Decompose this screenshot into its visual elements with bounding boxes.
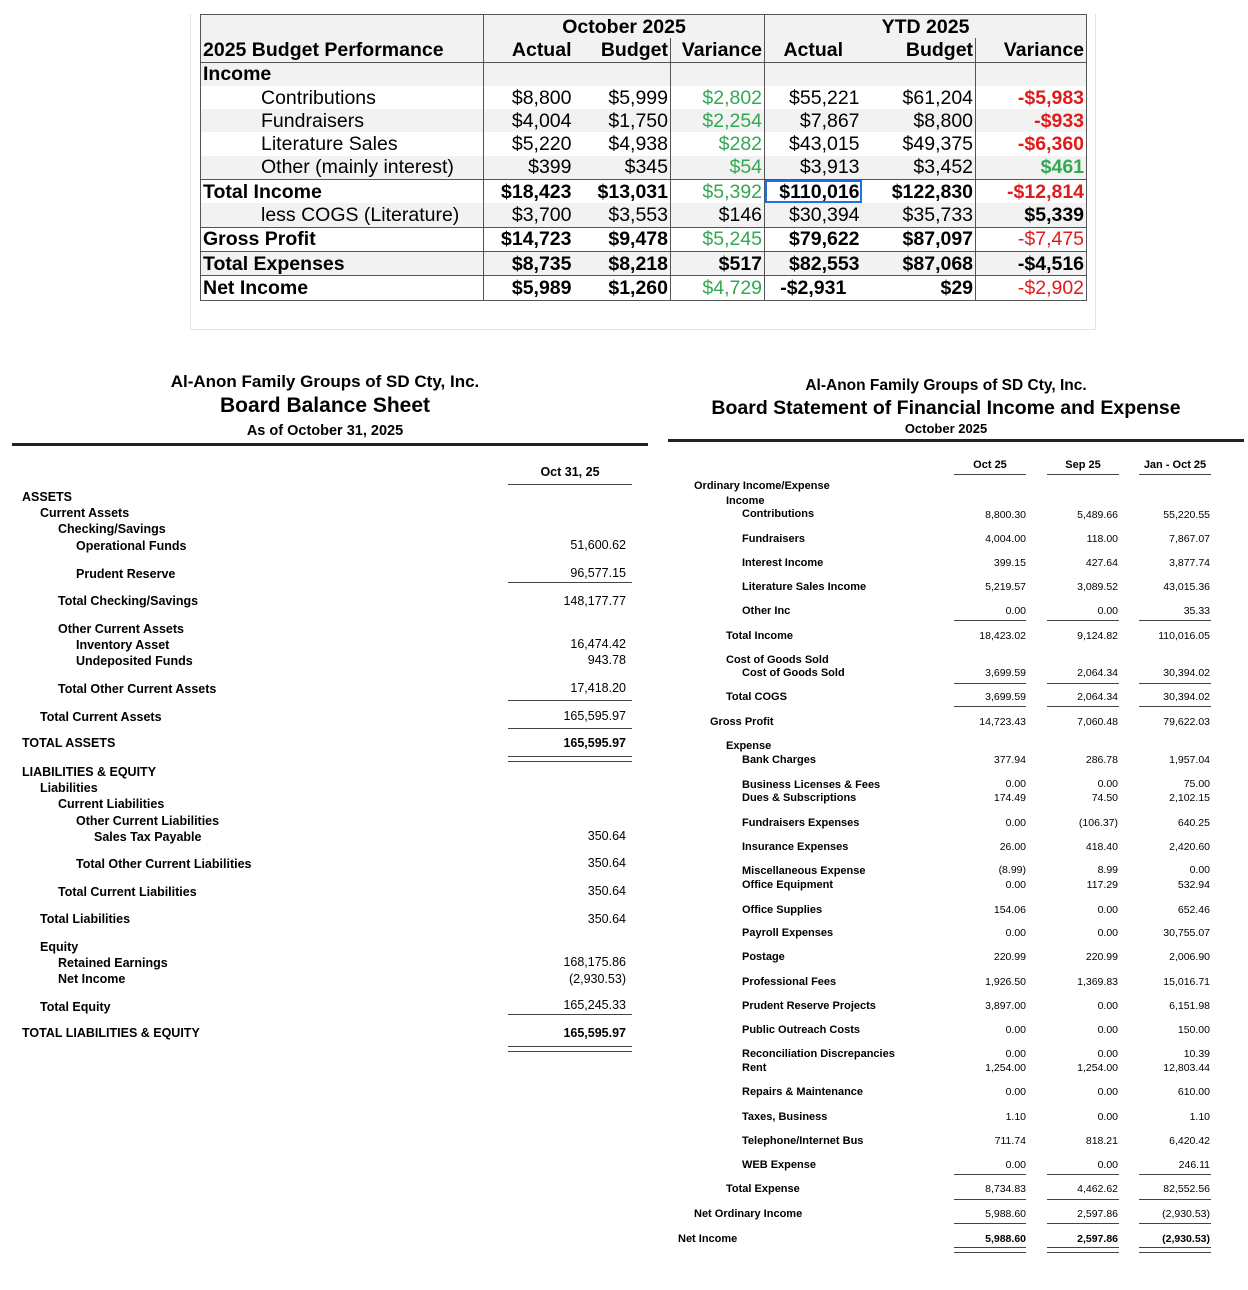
income-statement-line-label: Total Expense [726,1183,800,1195]
subtotal-underline [1139,1199,1211,1200]
income-statement-value: 0.00 [1005,605,1026,617]
income-statement-value: 30,755.07 [1163,927,1210,939]
total-double-underline [954,1247,1026,1253]
income-statement-value: 3,699.59 [985,667,1026,679]
income-statement-value: 150.00 [1177,1024,1210,1036]
row-label[interactable]: Contributions [201,86,484,109]
income-statement-value: 640.25 [1177,817,1210,829]
income-statement-value: 6,420.42 [1169,1135,1210,1147]
balance-sheet-line-label: Net Income [58,972,126,986]
balance-sheet-line-label: Operational Funds [76,539,187,553]
ytd-budget-cell[interactable]: $3,452 [862,156,976,180]
income-statement-value: 399.15 [993,557,1026,569]
income-statement-value: 711.74 [994,1135,1026,1147]
row-label[interactable]: Gross Profit [201,227,484,251]
income-statement-value: 4,462.62 [1077,1183,1118,1195]
report-date: October 2025 [904,421,988,436]
subtotal-underline [1139,706,1211,707]
column-header: Jan - Oct 25 [1143,459,1207,471]
variance-cell[interactable]: $5,392 [671,180,765,204]
income-statement-value: 118.00 [1086,533,1118,545]
subtotal-underline [1047,1174,1119,1175]
total-double-underline [1047,1247,1119,1253]
ytd-budget-cell[interactable]: $49,375 [862,132,976,155]
income-statement-value: 110,016.05 [1158,630,1210,642]
income-statement-value: 6,151.98 [1169,1000,1210,1012]
income-statement-value: 82,552.56 [1163,1183,1210,1195]
income-statement-line-label: Taxes, Business [742,1111,828,1123]
column-underline [1047,474,1119,475]
income-statement-value: 15,016.71 [1163,976,1210,988]
column-underline [954,474,1026,475]
income-statement-value: 0.00 [1005,1159,1026,1171]
balance-sheet-line-value: (2,930.53) [569,972,626,986]
income-statement-value: 0.00 [1097,927,1118,939]
income-statement-value: 79,622.03 [1163,716,1210,728]
income-statement-value: 5,988.60 [985,1208,1026,1220]
subtotal-underline [508,582,632,583]
income-statement-line-label: Prudent Reserve Projects [742,1000,876,1012]
row-label[interactable]: Literature Sales [201,132,484,155]
income-statement-value: 0.00 [1097,904,1118,916]
income-statement-value: 30,394.02 [1163,667,1210,679]
income-statement-value: 10.39 [1183,1048,1210,1060]
balance-sheet-line-value: 165,595.97 [563,1026,626,1040]
header-divider [668,439,1244,442]
income-statement-value: 220.99 [1085,951,1118,963]
col-header-ytd-budget[interactable]: Budget [862,38,976,62]
ytd-actual-cell[interactable]: $82,553 [765,251,862,275]
row-label[interactable]: Other (mainly interest) [201,156,484,180]
sheet-gridline [1095,14,1096,329]
income-statement-value: 154.06 [993,904,1026,916]
balance-sheet-line-value: 350.64 [587,829,626,843]
income-statement-value: 5,988.60 [985,1233,1026,1245]
row-label[interactable]: Total Income [201,180,484,204]
balance-sheet-line-label: Total Current Liabilities [58,885,197,899]
ytd-budget-cell[interactable]: $61,204 [862,86,976,109]
report-company: Al-Anon Family Groups of SD Cty, Inc. [805,377,1087,394]
income-statement-value: 2,102.15 [1169,792,1210,804]
total-double-underline [1139,1247,1211,1253]
ytd-budget-cell[interactable]: $35,733 [862,203,976,227]
income-statement-value: 8.99 [1097,864,1118,876]
balance-sheet-line-label: Total Checking/Savings [58,594,199,608]
income-statement-value: 220.99 [993,951,1026,963]
column-header: Sep 25 [1065,459,1101,471]
income-statement-value: 286.78 [1085,754,1118,766]
actual-cell[interactable]: $4,004 [484,109,574,132]
actual-cell[interactable]: $8,800 [484,86,574,109]
ytd-actual-cell[interactable]: $43,015 [765,132,862,155]
col-header-variance[interactable]: Variance [671,38,765,62]
variance-cell[interactable]: $282 [671,132,765,155]
income-statement-line-label: WEB Expense [742,1159,816,1171]
actual-cell[interactable]: $5,220 [484,132,574,155]
income-statement-value: 4,004.00 [985,533,1026,545]
income-statement-value: 0.00 [1097,1048,1118,1060]
balance-sheet-line-label: Total Equity [40,1000,111,1014]
income-statement-value: 1.10 [1005,1111,1026,1123]
subtotal-underline [954,1174,1026,1175]
ytd-variance-cell[interactable]: -$4,516 [976,251,1087,275]
budget-cell[interactable]: $1,750 [574,109,671,132]
income-statement-value: 3,699.59 [985,691,1026,703]
subtotal-underline [508,1014,632,1015]
balance-sheet-line-label: Undeposited Funds [76,654,193,668]
cell[interactable] [201,15,484,39]
income-statement-line-label: Bank Charges [742,754,816,766]
income-statement-line-label: Reconciliation Discrepancies [742,1048,895,1060]
income-statement-value: 43,015.36 [1163,581,1210,593]
income-statement-value: 0.00 [1005,817,1026,829]
balance-sheet-line-value: 943.78 [587,653,626,667]
income-statement-value: 2,064.34 [1077,667,1118,679]
balance-sheet-line-value: 148,177.77 [563,594,626,608]
balance-sheet-line-label: Liabilities [40,781,98,795]
income-statement-line-label: Net Income [678,1233,738,1245]
balance-sheet-line-label: TOTAL ASSETS [22,736,116,750]
subtotal-underline [1047,683,1119,684]
income-statement-value: 7,867.07 [1169,533,1210,545]
income-statement-line-label: Contributions [742,508,815,520]
subtotal-underline [954,683,1026,684]
group-header-ytd[interactable]: YTD 2025 [765,15,1087,39]
table-title-cell[interactable]: 2025 Budget Performance [201,38,484,62]
balance-sheet-line-label: Other Current Assets [58,622,184,636]
col-header-ytd-actual[interactable]: Actual [765,38,862,62]
balance-sheet-line-value: 168,175.86 [563,955,626,969]
ytd-actual-cell[interactable]: $3,913 [765,156,862,180]
variance-cell[interactable]: $146 [671,203,765,227]
income-statement-line-label: Insurance Expenses [742,841,849,853]
actual-cell[interactable]: $14,723 [484,227,574,251]
subtotal-underline [954,1223,1026,1224]
subtotal-underline [954,706,1026,707]
income-statement-line-label: Gross Profit [710,716,774,728]
income-statement-value: 9,124.82 [1077,630,1118,642]
balance-sheet-line-label: ASSETS [22,490,73,504]
balance-sheet-line-value: 17,418.20 [570,681,626,695]
income-statement-value: 1.10 [1189,1111,1210,1123]
income-statement-value: 5,489.66 [1077,509,1118,521]
ytd-variance-cell[interactable]: -$6,360 [976,132,1087,155]
income-statement-value: 2,597.86 [1077,1208,1118,1220]
report-date: As of October 31, 2025 [246,423,404,439]
balance-sheet-line-label: Total Other Current Assets [58,682,217,696]
variance-cell[interactable]: $2,802 [671,86,765,109]
ytd-budget-cell[interactable]: $122,830 [862,180,976,204]
balance-sheet-line-label: Retained Earnings [58,956,168,970]
income-statement-value: (2,930.53) [1162,1233,1210,1245]
ytd-actual-cell[interactable]: $79,622 [765,227,862,251]
income-statement-line-label: Total COGS [726,691,787,703]
income-statement-value: 0.00 [1097,1111,1118,1123]
variance-cell[interactable]: $5,245 [671,227,765,251]
column-header: Oct 25 [973,459,1007,471]
income-statement-value: 74.50 [1091,792,1118,804]
income-statement-value: 3,897.00 [985,1000,1026,1012]
ytd-actual-cell[interactable]: -$2,931 [765,276,862,300]
income-statement-value: 0.00 [1005,927,1026,939]
subtotal-underline [1139,1174,1211,1175]
income-statement-value: 3,089.52 [1077,581,1118,593]
budget-cell[interactable]: $3,553 [574,203,671,227]
income-statement-value: 1,254.00 [1077,1062,1118,1074]
row-label[interactable]: Net Income [201,276,484,300]
income-statement-value: 26.00 [999,841,1026,853]
balance-sheet-line-label: Inventory Asset [76,638,170,652]
income-statement-value: 418.40 [1085,841,1118,853]
balance-sheet-line-value: 165,595.97 [563,736,626,750]
balance-sheet-line-label: Equity [40,940,79,954]
income-statement-value: 75.00 [1183,778,1210,790]
income-statement-line-label: Office Equipment [742,879,834,891]
row-label[interactable]: Fundraisers [201,109,484,132]
balance-sheet-line-label: Total Other Current Liabilities [76,857,252,871]
income-statement-line-label: Expense [726,740,772,752]
income-statement-value: 2,006.90 [1169,951,1210,963]
subtotal-underline [1047,1199,1119,1200]
balance-sheet-line-value: 350.64 [587,912,626,926]
balance-sheet-line-label: Current Assets [40,506,130,520]
income-statement-value: 0.00 [1189,864,1210,876]
variance-cell[interactable]: $4,729 [671,276,765,300]
balance-sheet-line-label: Checking/Savings [58,522,166,536]
income-statement-value: 532.94 [1177,879,1210,891]
column-header: Oct 31, 25 [540,465,600,479]
balance-sheet-line-label: TOTAL LIABILITIES & EQUITY [22,1026,200,1040]
income-statement-value: 0.00 [1097,778,1118,790]
income-statement-value: 1,926.50 [985,976,1026,988]
income-statement-line-label: Ordinary Income/Expense [694,480,830,492]
income-statement-line-label: Literature Sales Income [742,581,867,593]
budget-cell[interactable]: $8,218 [574,251,671,275]
income-statement-line-label: Postage [742,951,785,963]
cell[interactable] [765,62,862,86]
header-divider [12,443,648,446]
income-statement-value: 7,060.48 [1077,716,1118,728]
ytd-actual-cell-selected[interactable]: $110,016 [765,180,862,204]
cell[interactable] [671,62,765,86]
income-statement-value: 0.00 [1005,1086,1026,1098]
income-statement-line-label: Dues & Subscriptions [742,792,857,804]
balance-sheet-line-label: Sales Tax Payable [94,830,202,844]
col-header-ytd-variance[interactable]: Variance [976,38,1087,62]
ytd-variance-cell[interactable]: -$933 [976,109,1087,132]
income-statement-value: 0.00 [1097,1024,1118,1036]
income-statement-value: 1,254.00 [985,1062,1026,1074]
income-statement-line-label: Repairs & Maintenance [742,1086,864,1098]
ytd-variance-cell[interactable]: -$2,902 [976,276,1087,300]
total-double-underline [508,756,632,762]
group-header-month[interactable]: October 2025 [484,15,765,39]
income-statement-value: 0.00 [1097,1159,1118,1171]
budget-cell[interactable]: $5,999 [574,86,671,109]
col-header-budget[interactable]: Budget [574,38,671,62]
income-statement-value: 0.00 [1005,778,1026,790]
ytd-variance-cell[interactable]: -$7,475 [976,227,1087,251]
balance-sheet-line-value: 96,577.15 [570,566,626,580]
income-statement-value: 818.21 [1085,1135,1118,1147]
budget-cell[interactable]: $4,938 [574,132,671,155]
subtotal-underline [1139,1223,1211,1224]
balance-sheet-line-value: 16,474.42 [570,637,626,651]
budget-cell[interactable]: $9,478 [574,227,671,251]
subtotal-underline [1139,620,1211,621]
income-statement-line-label: Telephone/Internet Bus [742,1135,864,1147]
income-statement-value: 8,734.83 [985,1183,1026,1195]
column-underline [1139,474,1211,475]
balance-sheet-line-label: Total Liabilities [40,912,131,926]
actual-cell[interactable]: $3,700 [484,203,574,227]
income-statement-value: 0.00 [1097,605,1118,617]
income-statement-value: 2,597.86 [1077,1233,1118,1245]
income-statement-value: 1,369.83 [1077,976,1118,988]
subtotal-underline [1047,620,1119,621]
income-statement-value: 18,423.02 [979,630,1026,642]
income-statement-value: 30,394.02 [1163,691,1210,703]
income-statement-line-label: Miscellaneous Expense [742,865,866,877]
actual-cell[interactable]: $18,423 [484,180,574,204]
income-statement-line-label: Cost of Goods Sold [742,667,845,679]
ytd-budget-cell[interactable]: $8,800 [862,109,976,132]
variance-cell[interactable]: $517 [671,251,765,275]
balance-sheet-line-label: LIABILITIES & EQUITY [22,765,157,779]
cell[interactable] [976,62,1087,86]
balance-sheet-line-label: Current Liabilities [58,797,165,811]
actual-cell[interactable]: $5,989 [484,276,574,300]
income-statement-line-label: Rent [742,1062,767,1074]
income-statement-value: 0.00 [1005,1024,1026,1036]
report-title: Board Balance Sheet [219,394,431,417]
income-statement-value: 14,723.43 [979,716,1026,728]
ytd-actual-cell[interactable]: $30,394 [765,203,862,227]
col-header-actual[interactable]: Actual [484,38,574,62]
subtotal-underline [954,620,1026,621]
row-label[interactable]: Total Expenses [201,251,484,275]
actual-cell[interactable]: $8,735 [484,251,574,275]
ytd-actual-cell[interactable]: $7,867 [765,109,862,132]
income-statement-value: 55,220.55 [1163,509,1210,521]
ytd-variance-cell[interactable]: $5,339 [976,203,1087,227]
subtotal-underline [954,1199,1026,1200]
subtotal-underline [508,728,632,729]
row-label[interactable]: less COGS (Literature) [201,203,484,227]
income-statement-value: 0.00 [1097,1086,1118,1098]
subtotal-underline [508,700,632,701]
income-statement-line-label: Interest Income [742,557,824,569]
income-statement-value: 5,219.57 [985,581,1026,593]
balance-sheet-line-value: 51,600.62 [570,538,626,552]
income-statement-value: 35.33 [1183,605,1210,617]
sheet-gridline [190,329,1096,330]
income-statement-line-label: Office Supplies [742,904,823,916]
ytd-variance-cell[interactable]: -$12,814 [976,180,1087,204]
income-statement-value: 0.00 [1005,1048,1026,1060]
income-statement-line-label: Public Outreach Costs [742,1024,860,1036]
subtotal-underline [1047,1223,1119,1224]
column-underline [508,484,632,485]
ytd-budget-cell[interactable]: $87,068 [862,251,976,275]
income-statement-value: 246.11 [1178,1159,1210,1171]
income-statement-line-label: Other Inc [742,605,791,617]
ytd-variance-cell[interactable]: -$5,983 [976,86,1087,109]
income-statement-line-label: Business Licenses & Fees [742,779,881,791]
ytd-actual-cell[interactable]: $55,221 [765,86,862,109]
ytd-budget-cell[interactable]: $87,097 [862,227,976,251]
ytd-variance-cell[interactable]: $461 [976,156,1087,180]
income-statement-value: 427.64 [1085,557,1118,569]
actual-cell[interactable]: $399 [484,156,574,180]
variance-cell[interactable]: $54 [671,156,765,180]
income-statement-value: 2,420.60 [1169,841,1210,853]
balance-sheet-line-label: Other Current Liabilities [76,814,220,828]
income-statement-value: (8.99) [998,864,1026,876]
budget-cell[interactable]: $1,260 [574,276,671,300]
income-statement-line-label: Professional Fees [742,976,837,988]
subtotal-underline [1139,683,1211,684]
income-statement-value: 12,803.44 [1163,1062,1210,1074]
income-statement-value: 174.49 [993,792,1026,804]
income-statement-line-label: Fundraisers Expenses [742,817,860,829]
income-statement-line-label: Net Ordinary Income [694,1208,803,1220]
subtotal-underline [1047,706,1119,707]
income-statement-line-label: Cost of Goods Sold [726,654,829,666]
income-statement-value: 117.29 [1086,879,1118,891]
cell[interactable] [484,62,574,86]
budget-cell[interactable]: $13,031 [574,180,671,204]
balance-sheet-line-value: 165,245.33 [563,998,626,1012]
balance-sheet-line-value: 350.64 [587,856,626,870]
ytd-budget-cell[interactable]: $29 [862,276,976,300]
total-double-underline [508,1046,632,1052]
report-title: Board Statement of Financial Income and Expense [711,397,1181,419]
variance-cell[interactable]: $2,254 [671,109,765,132]
income-statement-line-label: Payroll Expenses [742,927,834,939]
income-statement-value: 0.00 [1005,879,1026,891]
report-company: Al-Anon Family Groups of SD Cty, Inc. [170,372,480,391]
income-statement-value: 1,957.04 [1169,754,1210,766]
balance-sheet-line-label: Total Current Assets [40,710,162,724]
balance-sheet-line-label: Prudent Reserve [76,567,176,581]
income-statement-value: 8,800.30 [985,509,1026,521]
income-statement-line-label: Total Income [726,630,794,642]
income-statement-line-label: Income [726,495,765,507]
cell[interactable] [574,62,671,86]
income-statement-value: 652.46 [1177,904,1210,916]
balance-sheet-line-value: 165,595.97 [563,709,626,723]
income-statement-value: 610.00 [1177,1086,1210,1098]
income-statement-line-label: Fundraisers [742,533,805,545]
income-statement-value: (2,930.53) [1162,1208,1210,1220]
sheet-gridline [190,14,191,329]
income-statement-value: 3,877.74 [1169,557,1210,569]
balance-sheet-line-value: 350.64 [587,884,626,898]
income-statement-value: (106.37) [1078,817,1118,829]
budget-cell[interactable]: $345 [574,156,671,180]
income-statement-value: 0.00 [1097,1000,1118,1012]
budget-performance-table [200,14,1087,301]
cell[interactable] [862,62,976,86]
income-statement-value: 377.94 [993,754,1026,766]
income-statement-value: 2,064.34 [1077,691,1118,703]
section-income[interactable]: Income [201,62,484,86]
